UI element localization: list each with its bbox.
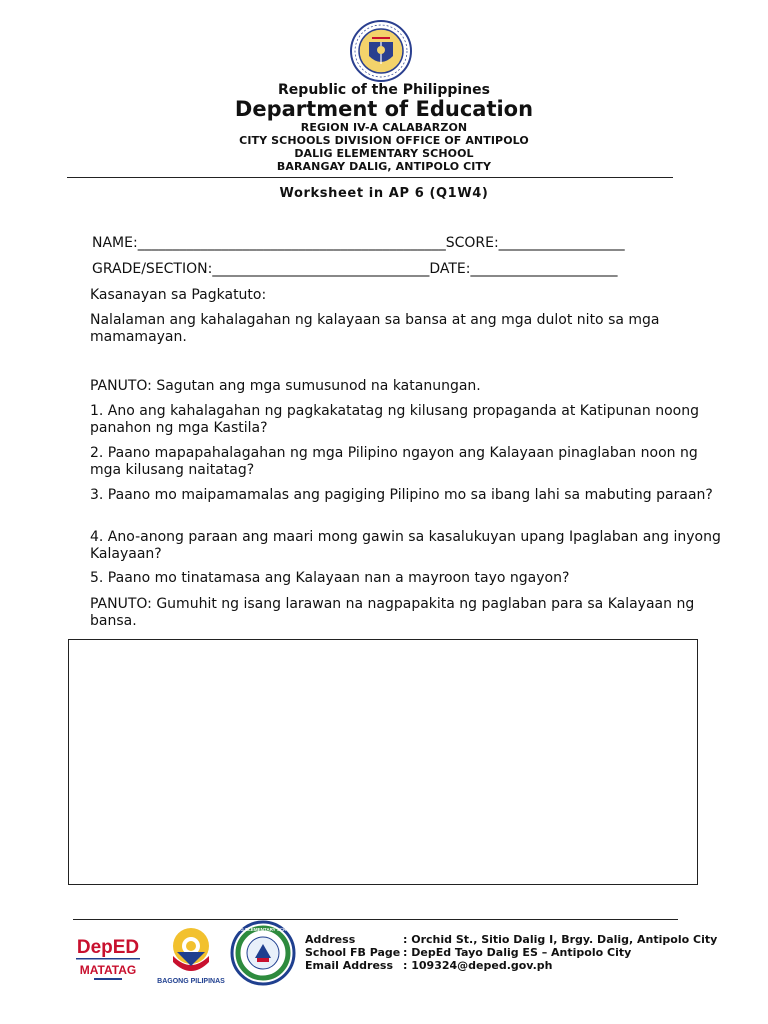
footer-email-value[interactable]: : 109324@deped.gov.ph <box>403 959 553 972</box>
footer-email <box>305 959 552 972</box>
footer-email-label: Email Address <box>305 959 394 972</box>
bagong-pilipinas-logo-icon <box>157 922 225 986</box>
footer-address-value: : Orchid St., Sitio Dalig I, Brgy. Dalig, Antipolo City <box>403 933 718 946</box>
question-2: 2. Paano mapapahalagahan ng mga Pilipino ngayon ang Kalayaan pinaglaban noon ng mga kilusang naitatag? <box>90 445 698 478</box>
school-seal-icon <box>229 920 297 986</box>
drawing-area[interactable] <box>68 639 698 885</box>
competency-label: Kasanayan sa Pagkatuto: <box>90 287 267 303</box>
deped-matatag-logo-icon <box>72 925 144 985</box>
bagong-pilipinas-text: BAGONG PILIPINAS <box>157 978 225 985</box>
header-region: REGION IV-A CALABARZON <box>300 121 468 134</box>
grade-date-field[interactable]: GRADE/SECTION:_______________________________DATE:_____________________ <box>92 261 618 277</box>
header-school: DALIG ELEMENTARY SCHOOL <box>294 147 474 160</box>
footer-address <box>305 933 717 946</box>
header-division: CITY SCHOOLS DIVISION OFFICE OF ANTIPOLO <box>239 134 529 147</box>
worksheet-title: Worksheet in AP 6 (Q1W4) <box>279 186 489 201</box>
matatag-logo-text: MATATAG <box>79 963 137 977</box>
name-score-field[interactable]: NAME:____________________________________________SCORE:__________________ <box>92 235 625 251</box>
footer-address-label: Address <box>305 933 356 946</box>
school-seal-text: DALIG ELEMENTARY SCHOOL <box>229 927 297 932</box>
question-1: 1. Ano ang kahalagahan ng pagkakatatag ng kilusang propaganda at Katipunan noong panahon ng mga Kastila? <box>90 403 699 436</box>
footer-fb-value[interactable]: : DepEd Tayo Dalig ES – Antipolo City <box>403 946 632 959</box>
panuto-answer: PANUTO: Sagutan ang mga sumusunod na katanungan. <box>90 378 481 394</box>
header-divider <box>67 177 673 178</box>
question-3: 3. Paano mo maipamamalas ang pagiging Pilipino mo sa ibang lahi sa mabuting paraan? <box>90 487 713 503</box>
question-5: 5. Paano mo tinatamasa ang Kalayaan nan a mayroon tayo ngayon? <box>90 570 570 586</box>
competency-text: Nalalaman ang kahalagahan ng kalayaan sa bansa at ang mga dulot nito sa mga mamamayan. <box>90 312 660 345</box>
header-department: Department of Education <box>234 97 534 121</box>
question-4: 4. Ano-anong paraan ang maari mong gawin sa kasalukuyan upang Ipaglaban ang inyong Kalayaan? <box>90 529 721 562</box>
footer-fb-label: School FB Page <box>305 946 401 959</box>
header-republic: Republic of the Philippines <box>278 82 490 98</box>
footer-fb-page <box>305 946 631 959</box>
deped-seal-icon <box>346 20 416 82</box>
footer-divider <box>73 919 678 920</box>
panuto-drawing: PANUTO: Gumuhit ng isang larawan na nagpapakita ng paglaban para sa Kalayaan ng bansa. <box>90 596 695 629</box>
deped-logo-text: DepED <box>76 937 140 958</box>
header-barangay: BARANGAY DALIG, ANTIPOLO CITY <box>276 160 492 173</box>
